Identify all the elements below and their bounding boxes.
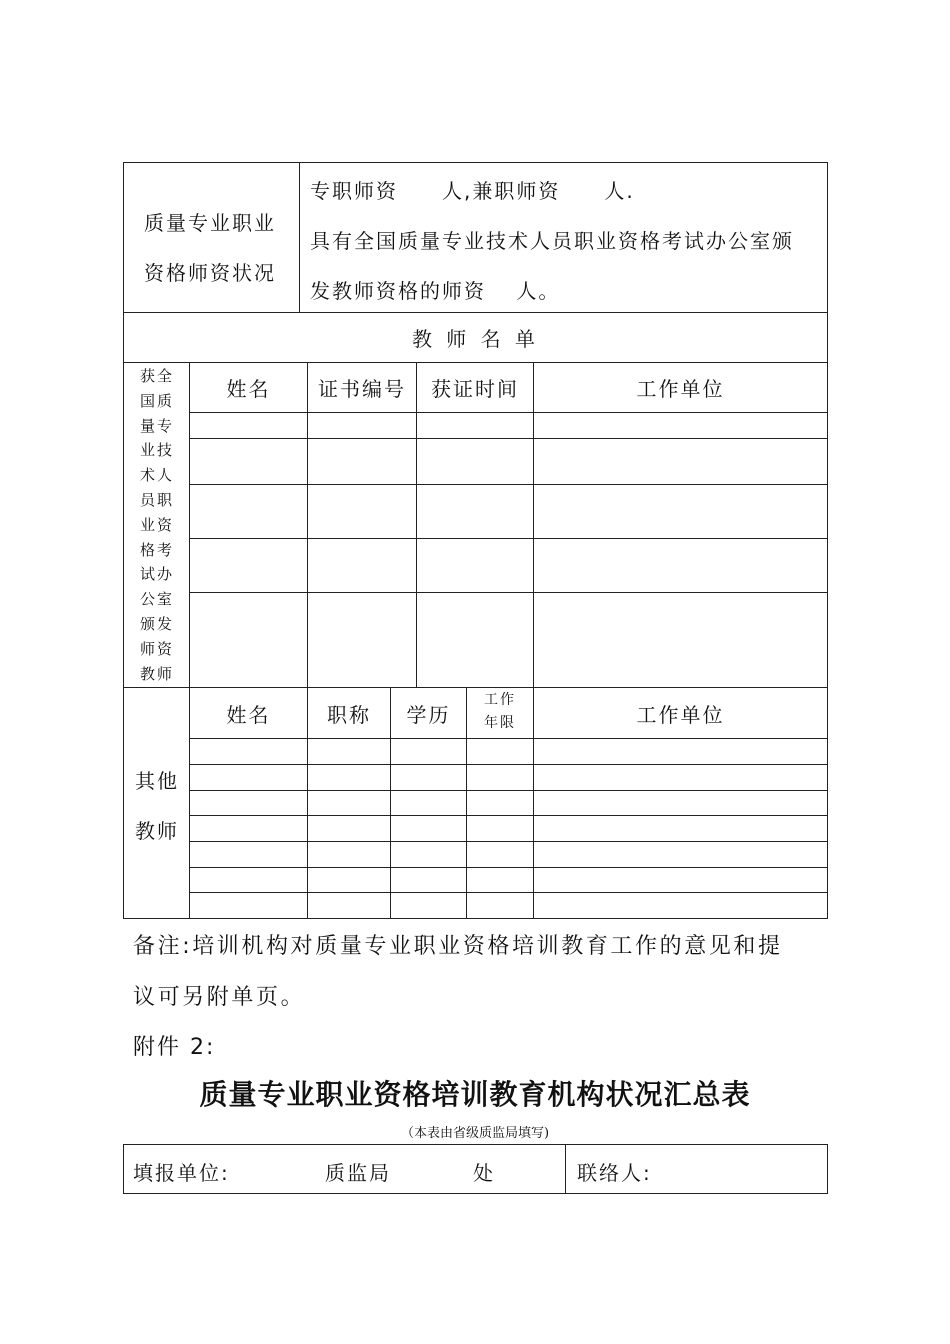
certified-section-label: 获全国质量专业技术人员职业资格考试办公室颁发师资教师 bbox=[139, 367, 174, 683]
summary-subtitle: （本表由省级质监局填写) bbox=[400, 1126, 550, 1141]
table-row bbox=[190, 893, 827, 918]
bureau-label: 质监局 bbox=[325, 1161, 391, 1185]
attachment-label: 附件 2: bbox=[133, 1035, 216, 1060]
faculty-status-line3: 发教师资格的师资 人。 bbox=[310, 279, 561, 303]
table-row bbox=[190, 485, 827, 538]
table-row bbox=[190, 593, 827, 687]
faculty-status-line2: 具有全国质量专业技术人员职业资格考试办公室颁 bbox=[310, 229, 794, 253]
other-header-years bbox=[467, 689, 533, 737]
table-row bbox=[190, 539, 827, 592]
table-row bbox=[190, 439, 827, 484]
certified-header-employer: 工作单位 bbox=[636, 377, 725, 401]
table-row bbox=[190, 739, 827, 764]
other-header-title: 职称 bbox=[327, 702, 371, 727]
table-row bbox=[190, 842, 827, 867]
table-row bbox=[190, 868, 827, 892]
contact-label: 联络人: bbox=[577, 1161, 652, 1185]
table-row bbox=[190, 413, 827, 438]
other-teachers-label-1: 其他 bbox=[135, 769, 179, 793]
other-header-years-line2: 年限 bbox=[484, 715, 516, 731]
other-header-years-line1: 工作 bbox=[484, 692, 516, 708]
faculty-status-line1: 专职师资 人,兼职师资 人. bbox=[310, 179, 635, 203]
certified-header-name: 姓名 bbox=[226, 377, 271, 401]
summary-title: 质量专业职业资格培训教育机构状况汇总表 bbox=[199, 1078, 751, 1111]
office-label: 处 bbox=[473, 1161, 495, 1185]
remark-line-2: 议可另附单页。 bbox=[133, 985, 306, 1010]
other-header-employer: 工作单位 bbox=[636, 702, 725, 727]
teacher-list-title: 教 师 名 单 bbox=[411, 327, 540, 351]
certified-header-cert-no: 证书编号 bbox=[318, 377, 406, 401]
table-row bbox=[190, 816, 827, 841]
table-row bbox=[190, 791, 827, 815]
certified-header-cert-date: 获证时间 bbox=[431, 377, 519, 401]
faculty-status-label: 质量专业职业资格师资状况 bbox=[144, 211, 276, 285]
other-teachers-label-2: 教师 bbox=[135, 819, 179, 843]
table-row bbox=[190, 765, 827, 790]
remark-line-1: 备注:培训机构对质量专业职业资格培训教育工作的意见和提 bbox=[133, 934, 783, 959]
fill-unit-label: 填报单位: bbox=[133, 1161, 230, 1185]
other-header-education: 学历 bbox=[406, 702, 451, 727]
other-header-name: 姓名 bbox=[226, 702, 271, 727]
